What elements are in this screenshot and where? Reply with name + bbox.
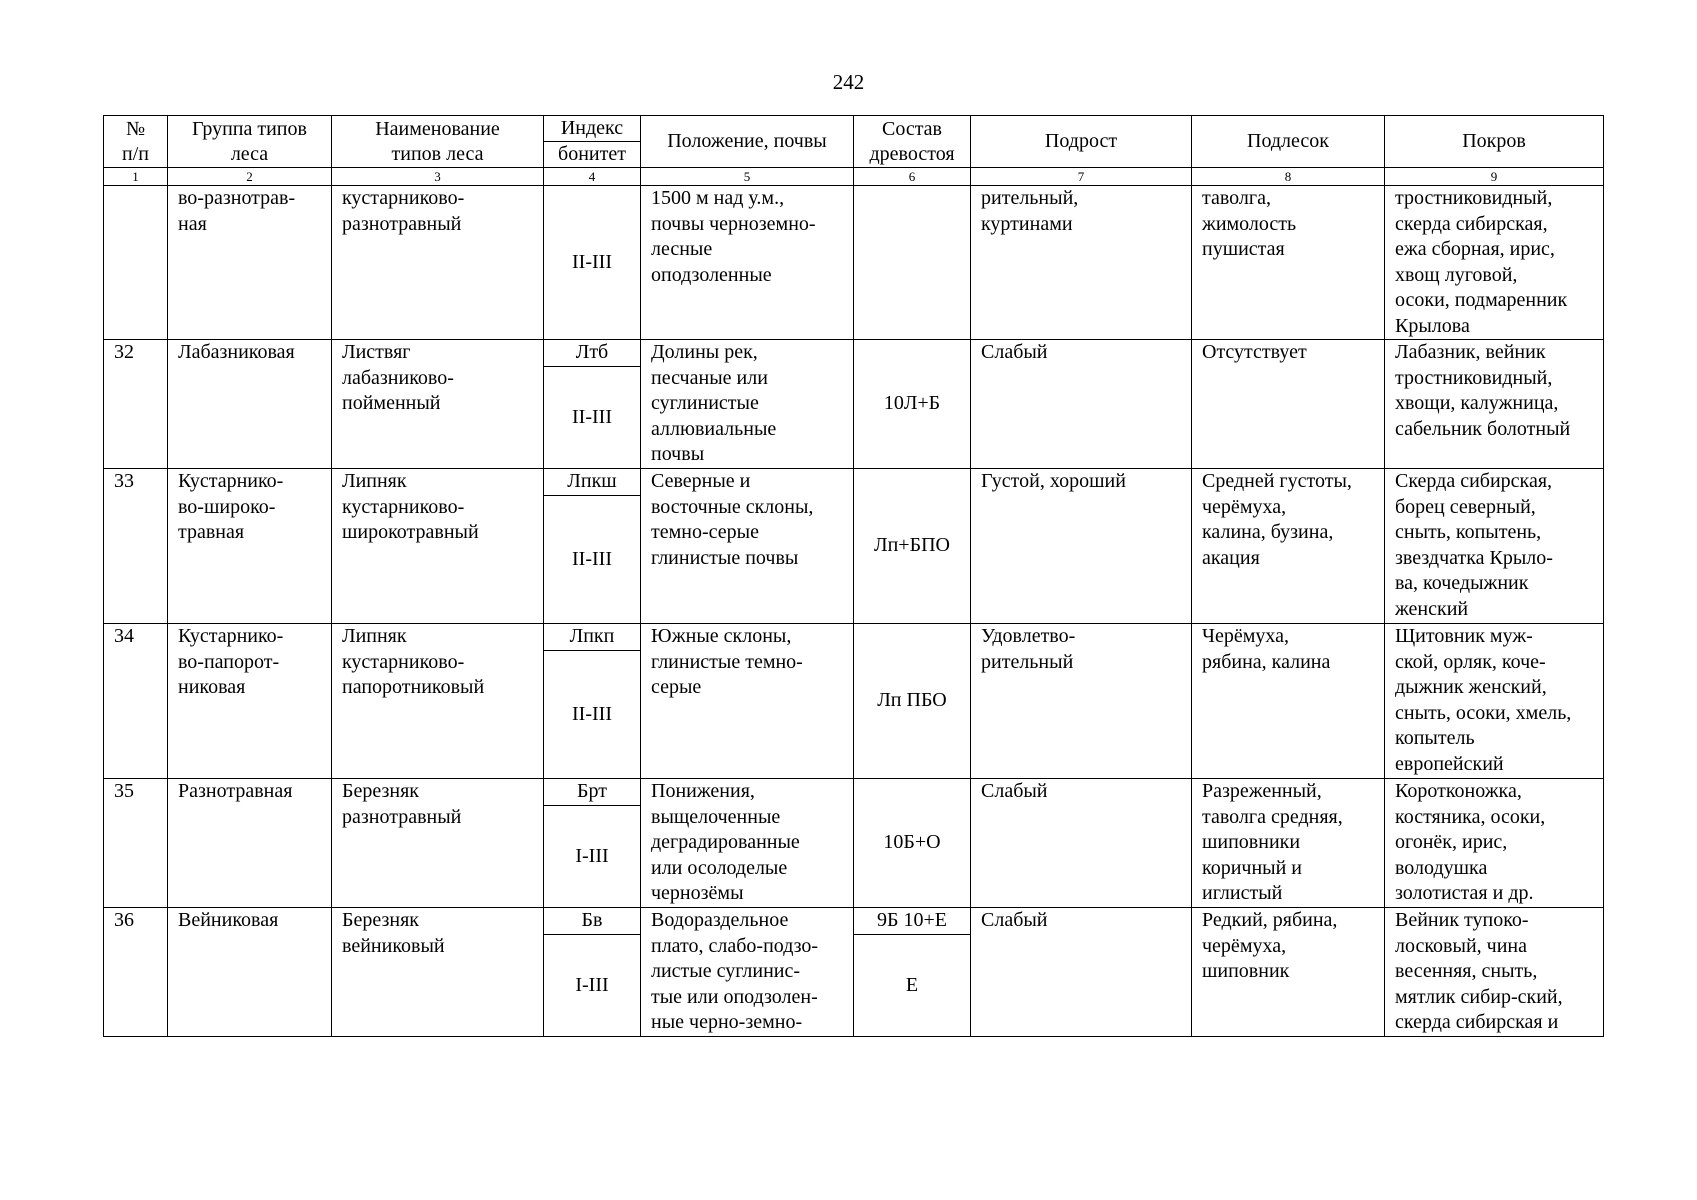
undergrowth: Слабый	[971, 908, 1192, 1037]
ground-cover: тростниковидный, скерда сибирская, ежа сборная, ирис, хвощ луговой, осоки, подмаренник Крылова	[1385, 186, 1604, 340]
header-group: Группа типов леса	[168, 116, 332, 168]
forest-type-name: Липняк кустарниково- широкотравный	[332, 469, 544, 624]
bonitet-cell: II-III	[544, 186, 641, 340]
forest-type-name: кустарниково- разнотравный	[332, 186, 544, 340]
underbrush: Черёмуха, рябина, калина	[1192, 624, 1385, 779]
undergrowth: Слабый	[971, 340, 1192, 469]
forest-type-name: Липняк кустарниково- папоротниковый	[332, 624, 544, 779]
table-row	[104, 340, 1604, 367]
forest-type-name: Листвяг лабазниково- пойменный	[332, 340, 544, 469]
ground-cover: Вейник тупоко- лосковый, чина весенняя, сныть, мятлик сибир-ский, скерда сибирская и	[1385, 908, 1604, 1037]
position-soils: Долины рек, песчаные или суглинистые аллювиальные почвы	[641, 340, 854, 469]
header-underbrush: Подлесок	[1192, 116, 1385, 168]
row-number: 36	[104, 908, 168, 1037]
forest-type-index: Лпкп	[544, 624, 641, 651]
undergrowth: Слабый	[971, 779, 1192, 908]
forest-group: Вейниковая	[168, 908, 332, 1037]
bonitet-cell: II-III	[544, 496, 641, 624]
column-number-row	[104, 168, 1604, 186]
position-soils: Северные и восточные склоны, темно-серые глинистые почвы	[641, 469, 854, 624]
forest-group: Разнотравная	[168, 779, 332, 908]
row-number: 33	[104, 469, 168, 624]
bonitet-cell: I-III	[544, 935, 641, 1037]
ground-cover: Щитовник муж- ской, орляк, коче- дыжник женский, сныть, осоки, хмель, копытель европейский	[1385, 624, 1604, 779]
forest-group: Кустарнико- во-папорот- никовая	[168, 624, 332, 779]
forest-type-index: Лтб	[544, 340, 641, 367]
bonitet-cell: II-III	[544, 367, 641, 469]
forest-type-name: Березняк разнотравный	[332, 779, 544, 908]
column-number: 5	[641, 168, 854, 186]
column-number: 3	[332, 168, 544, 186]
forest-type-name: Березняк вейниковый	[332, 908, 544, 1037]
column-number: 7	[971, 168, 1192, 186]
underbrush: Разреженный, таволга средняя, шиповники коричный и иглистый	[1192, 779, 1385, 908]
header-row	[104, 116, 1604, 142]
header-index: Индекс	[544, 116, 641, 142]
undergrowth: Удовлетво- рительный	[971, 624, 1192, 779]
forest-type-index: Бв	[544, 908, 641, 935]
table-row	[104, 624, 1604, 651]
stand-composition: 10Л+Б	[854, 340, 971, 469]
stand-composition: Лп+БПО	[854, 469, 971, 624]
undergrowth: рительный, куртинами	[971, 186, 1192, 340]
page-number: 242	[832, 70, 865, 94]
header-name: Наименование типов леса	[332, 116, 544, 168]
position-soils: Понижения, выщелоченные деградированные или осолоделые чернозёмы	[641, 779, 854, 908]
stand-composition	[854, 186, 971, 340]
bonitet-cell: I-III	[544, 806, 641, 908]
forest-group: во-разнотрав- ная	[168, 186, 332, 340]
position-soils: Водораздельное плато, слабо-подзо- листые суглинис- тые или оподзолен- ные черно-земно-	[641, 908, 854, 1037]
stand-composition: Лп ПБО	[854, 624, 971, 779]
ground-cover: Скерда сибирская, борец северный, сныть, копытень, звездчатка Крыло- ва, кочедыжник женский	[1385, 469, 1604, 624]
ground-cover: Лабазник, вейник тростниковидный, хвощи, калужница, сабельник болотный	[1385, 340, 1604, 469]
column-number: 9	[1385, 168, 1604, 186]
position-soils: 1500 м над у.м., почвы черноземно- лесные оподзоленные	[641, 186, 854, 340]
table-row	[104, 186, 1604, 340]
table-row	[104, 908, 1604, 935]
table-row	[104, 779, 1604, 806]
column-number: 6	[854, 168, 971, 186]
column-number: 8	[1192, 168, 1385, 186]
header-num: № п/п	[104, 116, 168, 168]
position-soils: Южные склоны, глинистые темно- серые	[641, 624, 854, 779]
header-position: Положение, почвы	[641, 116, 854, 168]
header-bonitet: бонитет	[544, 142, 641, 168]
bonitet-cell: II-III	[544, 651, 641, 779]
forest-group: Кустарнико- во-широко- травная	[168, 469, 332, 624]
header-undergrowth: Подрост	[971, 116, 1192, 168]
row-number: 32	[104, 340, 168, 469]
forest-type-index: Лпкш	[544, 469, 641, 496]
header-composition: Состав древостоя	[854, 116, 971, 168]
underbrush: Редкий, рябина, черёмуха, шиповник	[1192, 908, 1385, 1037]
forest-group: Лабазниковая	[168, 340, 332, 469]
stand-composition: 10Б+О	[854, 779, 971, 908]
ground-cover: Коротконожка, костяника, осоки, огонёк, ирис, володушка золотистая и др.	[1385, 779, 1604, 908]
header-cover: Покров	[1385, 116, 1604, 168]
row-number	[104, 186, 168, 340]
column-number: 4	[544, 168, 641, 186]
underbrush: таволга, жимолость пушистая	[1192, 186, 1385, 340]
forest-types-table	[103, 115, 1604, 1037]
undergrowth: Густой, хороший	[971, 469, 1192, 624]
row-number: 34	[104, 624, 168, 779]
underbrush: Средней густоты, черёмуха, калина, бузина, акация	[1192, 469, 1385, 624]
stand-composition: 9Б 10+Е	[854, 908, 971, 935]
underbrush: Отсутствует	[1192, 340, 1385, 469]
column-number: 1	[104, 168, 168, 186]
column-number: 2	[168, 168, 332, 186]
table-row	[104, 469, 1604, 496]
stand-composition-secondary: Е	[854, 935, 971, 1037]
row-number: 35	[104, 779, 168, 908]
forest-type-index: Брт	[544, 779, 641, 806]
